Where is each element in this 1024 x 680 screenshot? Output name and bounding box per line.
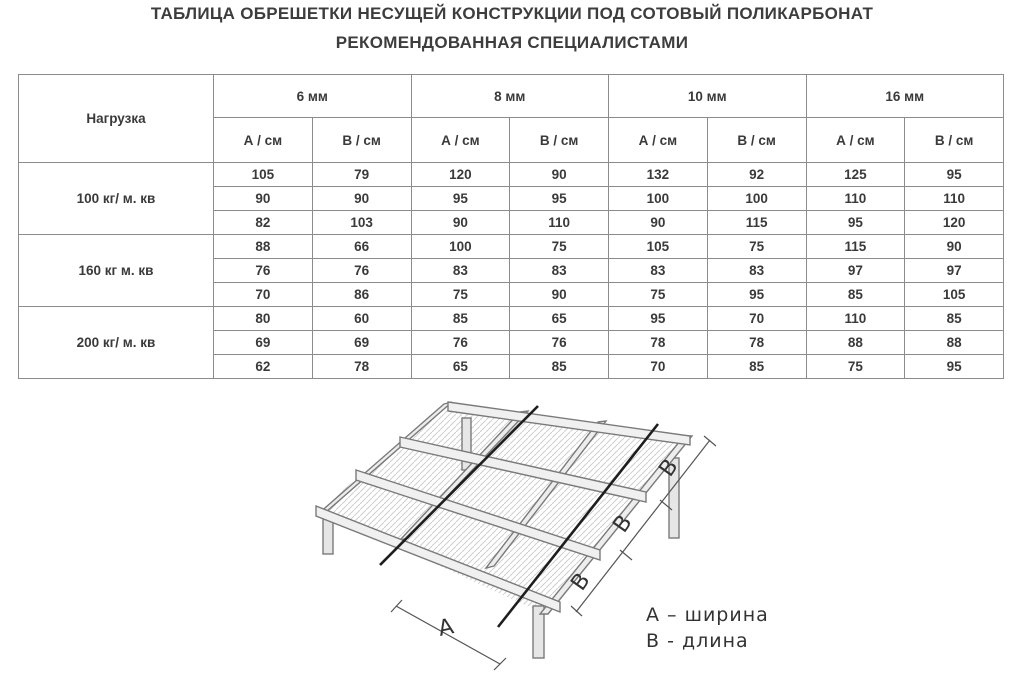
value-cell: 90 <box>214 187 313 211</box>
value-cell: 95 <box>510 187 609 211</box>
value-cell: 92 <box>707 163 806 187</box>
value-cell: 78 <box>707 331 806 355</box>
value-cell: 90 <box>510 163 609 187</box>
value-cell: 60 <box>312 307 411 331</box>
value-cell: 83 <box>609 259 708 283</box>
legend-length: В - длина <box>646 630 749 652</box>
value-cell: 88 <box>214 235 313 259</box>
value-cell: 105 <box>214 163 313 187</box>
page-title: ТАБЛИЦА ОБРЕШЕТКИ НЕСУЩЕЙ КОНСТРУКЦИИ ПОД СОТОВЫЙ ПОЛИКАРБОНАТ <box>150 4 874 23</box>
lathing-table <box>18 74 1004 379</box>
value-cell: 97 <box>806 259 905 283</box>
value-cell: 65 <box>411 355 510 379</box>
value-cell: 115 <box>806 235 905 259</box>
value-cell: 70 <box>609 355 708 379</box>
value-cell: 110 <box>806 307 905 331</box>
value-cell: 85 <box>905 307 1004 331</box>
value-cell: 85 <box>806 283 905 307</box>
value-cell: 120 <box>411 163 510 187</box>
column-header-b: В / см <box>707 118 806 163</box>
value-cell: 85 <box>707 355 806 379</box>
value-cell: 76 <box>312 259 411 283</box>
value-cell: 95 <box>411 187 510 211</box>
thickness-header: 8 мм <box>411 75 609 118</box>
table-body <box>19 163 1004 379</box>
column-header-b: В / см <box>905 118 1004 163</box>
value-cell: 115 <box>707 211 806 235</box>
value-cell: 95 <box>609 307 708 331</box>
load-cell: 100 кг/ м. кв <box>19 163 214 235</box>
thickness-header: 16 мм <box>806 75 1004 118</box>
table-header-row <box>19 75 1004 118</box>
value-cell: 110 <box>510 211 609 235</box>
dimension-b-label: B <box>608 510 638 538</box>
value-cell: 83 <box>510 259 609 283</box>
value-cell: 95 <box>905 355 1004 379</box>
value-cell: 75 <box>609 283 708 307</box>
value-cell: 97 <box>905 259 1004 283</box>
dimension-b-label: B <box>566 568 596 596</box>
dimension-a-label: A <box>436 614 456 642</box>
value-cell: 76 <box>411 331 510 355</box>
dimension-b-label: B <box>654 454 684 482</box>
tick <box>391 600 402 612</box>
table-row <box>19 307 1004 331</box>
value-cell: 75 <box>411 283 510 307</box>
tick <box>494 658 506 670</box>
legend-width: А – ширина <box>646 604 769 626</box>
value-cell: 83 <box>707 259 806 283</box>
value-cell: 78 <box>609 331 708 355</box>
value-cell: 105 <box>609 235 708 259</box>
value-cell: 95 <box>707 283 806 307</box>
load-cell: 200 кг/ м. кв <box>19 307 214 379</box>
value-cell: 90 <box>312 187 411 211</box>
value-cell: 69 <box>214 331 313 355</box>
table-row <box>19 235 1004 259</box>
value-cell: 75 <box>707 235 806 259</box>
table-row <box>19 163 1004 187</box>
value-cell: 66 <box>312 235 411 259</box>
value-cell: 75 <box>806 355 905 379</box>
value-cell: 85 <box>510 355 609 379</box>
value-cell: 80 <box>214 307 313 331</box>
column-header-a: А / см <box>214 118 313 163</box>
value-cell: 85 <box>411 307 510 331</box>
value-cell: 83 <box>411 259 510 283</box>
column-header-b: В / см <box>510 118 609 163</box>
value-cell: 125 <box>806 163 905 187</box>
value-cell: 78 <box>312 355 411 379</box>
value-cell: 90 <box>411 211 510 235</box>
tick <box>571 606 582 616</box>
value-cell: 65 <box>510 307 609 331</box>
value-cell: 79 <box>312 163 411 187</box>
value-cell: 70 <box>707 307 806 331</box>
value-cell: 88 <box>806 331 905 355</box>
value-cell: 69 <box>312 331 411 355</box>
value-cell: 86 <box>312 283 411 307</box>
value-cell: 76 <box>510 331 609 355</box>
thickness-header: 10 мм <box>609 75 807 118</box>
column-header-a: А / см <box>411 118 510 163</box>
value-cell: 100 <box>707 187 806 211</box>
value-cell: 82 <box>214 211 313 235</box>
load-cell: 160 кг м. кв <box>19 235 214 307</box>
value-cell: 76 <box>214 259 313 283</box>
value-cell: 62 <box>214 355 313 379</box>
thickness-header: 6 мм <box>214 75 412 118</box>
value-cell: 103 <box>312 211 411 235</box>
tick <box>620 550 632 560</box>
value-cell: 100 <box>609 187 708 211</box>
value-cell: 75 <box>510 235 609 259</box>
value-cell: 70 <box>214 283 313 307</box>
column-header-a: А / см <box>806 118 905 163</box>
value-cell: 110 <box>806 187 905 211</box>
value-cell: 132 <box>609 163 708 187</box>
column-header-a: А / см <box>609 118 708 163</box>
lathing-diagram <box>0 380 1024 680</box>
value-cell: 95 <box>806 211 905 235</box>
value-cell: 110 <box>905 187 1004 211</box>
value-cell: 105 <box>905 283 1004 307</box>
value-cell: 90 <box>510 283 609 307</box>
value-cell: 88 <box>905 331 1004 355</box>
value-cell: 90 <box>609 211 708 235</box>
value-cell: 90 <box>905 235 1004 259</box>
column-header-b: В / см <box>312 118 411 163</box>
value-cell: 120 <box>905 211 1004 235</box>
load-header: Нагрузка <box>19 75 214 163</box>
value-cell: 95 <box>905 163 1004 187</box>
page-subtitle: РЕКОМЕНДОВАННАЯ СПЕЦИАЛИСТАМИ <box>335 33 689 52</box>
value-cell: 100 <box>411 235 510 259</box>
